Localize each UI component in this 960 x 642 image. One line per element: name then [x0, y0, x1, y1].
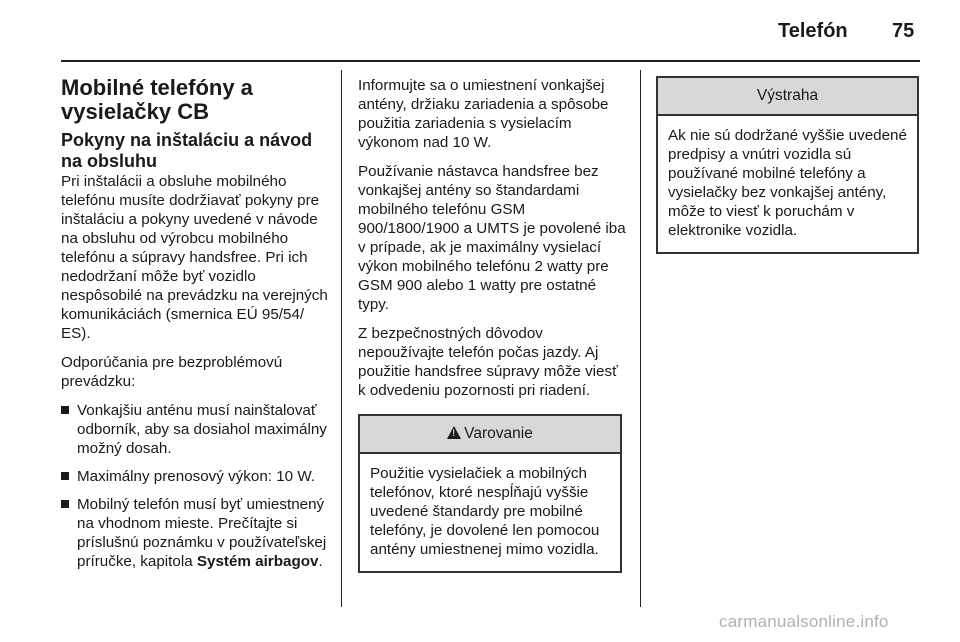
column-3 — [656, 76, 921, 254]
alert-box — [656, 76, 919, 254]
alert-title: Výstraha — [658, 78, 917, 116]
list-item-text: Vonkajšiu anténu musí nainštalovať odborník, aby sa dosiahol maximálny možný dosah. — [77, 402, 327, 457]
bullet-icon — [61, 472, 69, 480]
page-number: 75 — [892, 20, 915, 42]
column-divider-1 — [341, 70, 342, 607]
recommendation-list — [61, 401, 333, 571]
column-2 — [358, 76, 626, 573]
list-item-text: Maximálny prenosový výkon: 10 W. — [77, 468, 316, 485]
list-item — [61, 495, 333, 571]
column-1 — [61, 76, 333, 580]
intro-paragraph: Pri inštalácii a obsluhe mobilného telefónu musíte dodržiavať pokyny pre inštaláciu a pokyny uvedené v návode na obsluhu od výrobcu mobilného telefónu a súpravy handsfree. Pri ich nedodržaní môže byť vozidlo nespôsobilé na prevádzku na verejných komunikáciách (smernica EÚ 95/54/ ES). — [61, 173, 328, 342]
recommendation-paragraph: Odporúčania pre bezproblémovú prevádzku: — [61, 354, 283, 390]
bullet-icon — [61, 500, 69, 508]
safety-paragraph: Z bezpečnostných dôvodov nepoužívajte telefón počas jazdy. Aj použitie handsfree súpravy môže viesť k odvedeniu pozornosti pri riadení. — [358, 325, 618, 399]
page-header-title: Telefón — [778, 20, 848, 42]
column-divider-2 — [640, 70, 641, 607]
section-title: Mobilné telefóny a vysielačky CB — [61, 75, 253, 124]
antenna-info-paragraph: Informujte sa o umiestnení vonkajšej antény, držiaku zariadenia a spôsobe použitia zariadenia s vysielacím výkonom nad 10 W. — [358, 77, 609, 151]
warning-text: Použitie vysielačiek a mobilných telefónov, ktoré nespĺňajú vyššie uvedené štandardy pre mobilné telefóny, je dovolené len pomocou antény umiestnenej mimo vozidla. — [370, 465, 600, 558]
warning-triangle-icon — [447, 426, 461, 439]
bullet-icon — [61, 406, 69, 414]
warning-box — [358, 414, 622, 573]
list-item — [61, 467, 333, 486]
header-divider — [61, 60, 920, 62]
warning-title: Varovanie — [464, 425, 533, 442]
subsection-title: Pokyny na inštaláciu a návod na obsluhu — [61, 130, 313, 171]
cross-reference-link[interactable]: Systém airbagov — [196, 553, 319, 570]
handsfree-paragraph: Používanie nástavca handsfree bez vonkajšej antény so štandardami mobilného telefónu GSM 900/1800/1900 a UMTS je povolené iba v prípade, ak je maximálny vysielací výkon mobilného telefónu 2 watty pre GSM 900 alebo 1 watty pre ostatné typy. — [358, 163, 626, 313]
watermark: carmanualsonline.info — [719, 612, 889, 631]
list-item-text: Mobilný telefón musí byť umiestnený na vhodnom mieste. Prečítajte si príslušnú poznámku v používateľskej príručke, kapitola — [77, 496, 327, 570]
warning-header — [360, 416, 620, 454]
list-item — [61, 401, 333, 458]
list-item-end: . — [318, 553, 323, 570]
alert-text: Ak nie sú dodržané vyššie uvedené predpisy a vnútri vozidla sú používané mobilné telefóny a vysielačky bez vonkajšej antény, môže to viesť k poruchám v elektronike vozidla. — [668, 127, 907, 239]
